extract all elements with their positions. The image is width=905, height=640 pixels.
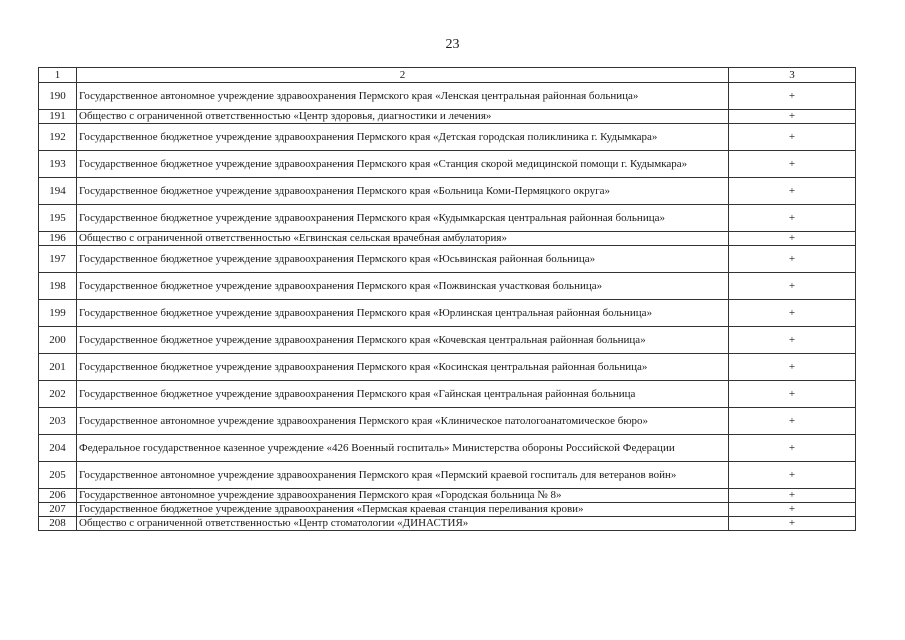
organization-name: Государственное бюджетное учреждение здравоохранения Пермского края «Гайнская центральная районная больница xyxy=(77,381,729,408)
table-row xyxy=(39,205,856,232)
column-header-mark: 3 xyxy=(729,68,856,83)
table-row xyxy=(39,232,856,246)
table-row xyxy=(39,435,856,462)
page-number: 23 xyxy=(445,37,460,52)
organization-name: Федеральное государственное казенное учреждение «426 Военный госпиталь» Министерства обороны Российской Федерации xyxy=(77,435,729,462)
table-header-row xyxy=(39,68,856,83)
organization-name: Государственное бюджетное учреждение здравоохранения «Пермская краевая станция переливания крови» xyxy=(77,503,729,517)
organization-name: Государственное автономное учреждение здравоохранения Пермского края «Пермский краевой госпиталь для ветеранов войн» xyxy=(77,462,729,489)
table-row xyxy=(39,503,856,517)
organization-name: Государственное бюджетное учреждение здравоохранения Пермского края «Станция скорой медицинской помощи г. Кудымкара» xyxy=(77,151,729,178)
table-body xyxy=(39,83,856,531)
table-row xyxy=(39,517,856,531)
row-number: 207 xyxy=(39,503,77,517)
participation-mark: + xyxy=(729,205,856,232)
organization-name: Государственное бюджетное учреждение здравоохранения Пермского края «Пожвинская участковая больница» xyxy=(77,273,729,300)
row-number: 201 xyxy=(39,354,77,381)
table-row xyxy=(39,381,856,408)
row-number: 200 xyxy=(39,327,77,354)
organization-name: Государственное бюджетное учреждение здравоохранения Пермского края «Больница Коми-Пермяцкого округа» xyxy=(77,178,729,205)
organization-name: Государственное автономное учреждение здравоохранения Пермского края «Ленская центральная районная больница» xyxy=(77,83,729,110)
row-number: 190 xyxy=(39,83,77,110)
table-row xyxy=(39,110,856,124)
organization-name: Общество с ограниченной ответственностью «Центр стоматологии «ДИНАСТИЯ» xyxy=(77,517,729,531)
table-row xyxy=(39,354,856,381)
participation-mark: + xyxy=(729,151,856,178)
row-number: 205 xyxy=(39,462,77,489)
column-header-organization: 2 xyxy=(77,68,729,83)
organization-name: Государственное автономное учреждение здравоохранения Пермского края «Клиническое патологоанатомическое бюро» xyxy=(77,408,729,435)
participation-mark: + xyxy=(729,83,856,110)
row-number: 192 xyxy=(39,124,77,151)
table-row xyxy=(39,408,856,435)
row-number: 191 xyxy=(39,110,77,124)
organization-name: Государственное автономное учреждение здравоохранения Пермского края «Городская больница № 8» xyxy=(77,489,729,503)
table-row xyxy=(39,327,856,354)
participation-mark: + xyxy=(729,489,856,503)
participation-mark: + xyxy=(729,327,856,354)
participation-mark: + xyxy=(729,246,856,273)
row-number: 194 xyxy=(39,178,77,205)
organization-name: Государственное бюджетное учреждение здравоохранения Пермского края «Юсьвинская районная больница» xyxy=(77,246,729,273)
row-number: 199 xyxy=(39,300,77,327)
row-number: 204 xyxy=(39,435,77,462)
organization-name: Государственное бюджетное учреждение здравоохранения Пермского края «Косинская центральная районная больница» xyxy=(77,354,729,381)
organization-name: Государственное бюджетное учреждение здравоохранения Пермского края «Кочевская центральная районная больница» xyxy=(77,327,729,354)
participation-mark: + xyxy=(729,381,856,408)
participation-mark: + xyxy=(729,300,856,327)
participation-mark: + xyxy=(729,110,856,124)
row-number: 206 xyxy=(39,489,77,503)
organization-name: Общество с ограниченной ответственностью «Егвинская сельская врачебная амбулатория» xyxy=(77,232,729,246)
table-row xyxy=(39,273,856,300)
organizations-table xyxy=(38,67,856,531)
row-number: 203 xyxy=(39,408,77,435)
participation-mark: + xyxy=(729,273,856,300)
participation-mark: + xyxy=(729,178,856,205)
row-number: 193 xyxy=(39,151,77,178)
participation-mark: + xyxy=(729,124,856,151)
table-row xyxy=(39,151,856,178)
table-row xyxy=(39,489,856,503)
table-row xyxy=(39,462,856,489)
participation-mark: + xyxy=(729,517,856,531)
column-header-number: 1 xyxy=(39,68,77,83)
participation-mark: + xyxy=(729,462,856,489)
organization-name: Общество с ограниченной ответственностью «Центр здоровья, диагностики и лечения» xyxy=(77,110,729,124)
participation-mark: + xyxy=(729,232,856,246)
row-number: 195 xyxy=(39,205,77,232)
row-number: 196 xyxy=(39,232,77,246)
organization-name: Государственное бюджетное учреждение здравоохранения Пермского края «Кудымкарская центральная районная больница» xyxy=(77,205,729,232)
table-row xyxy=(39,246,856,273)
participation-mark: + xyxy=(729,435,856,462)
organization-name: Государственное бюджетное учреждение здравоохранения Пермского края «Юрлинская центральная районная больница» xyxy=(77,300,729,327)
table-row xyxy=(39,178,856,205)
row-number: 198 xyxy=(39,273,77,300)
table-row xyxy=(39,300,856,327)
participation-mark: + xyxy=(729,354,856,381)
participation-mark: + xyxy=(729,408,856,435)
table-row xyxy=(39,83,856,110)
row-number: 202 xyxy=(39,381,77,408)
table-row xyxy=(39,124,856,151)
row-number: 208 xyxy=(39,517,77,531)
row-number: 197 xyxy=(39,246,77,273)
organization-name: Государственное бюджетное учреждение здравоохранения Пермского края «Детская городская поликлиника г. Кудымкара» xyxy=(77,124,729,151)
participation-mark: + xyxy=(729,503,856,517)
